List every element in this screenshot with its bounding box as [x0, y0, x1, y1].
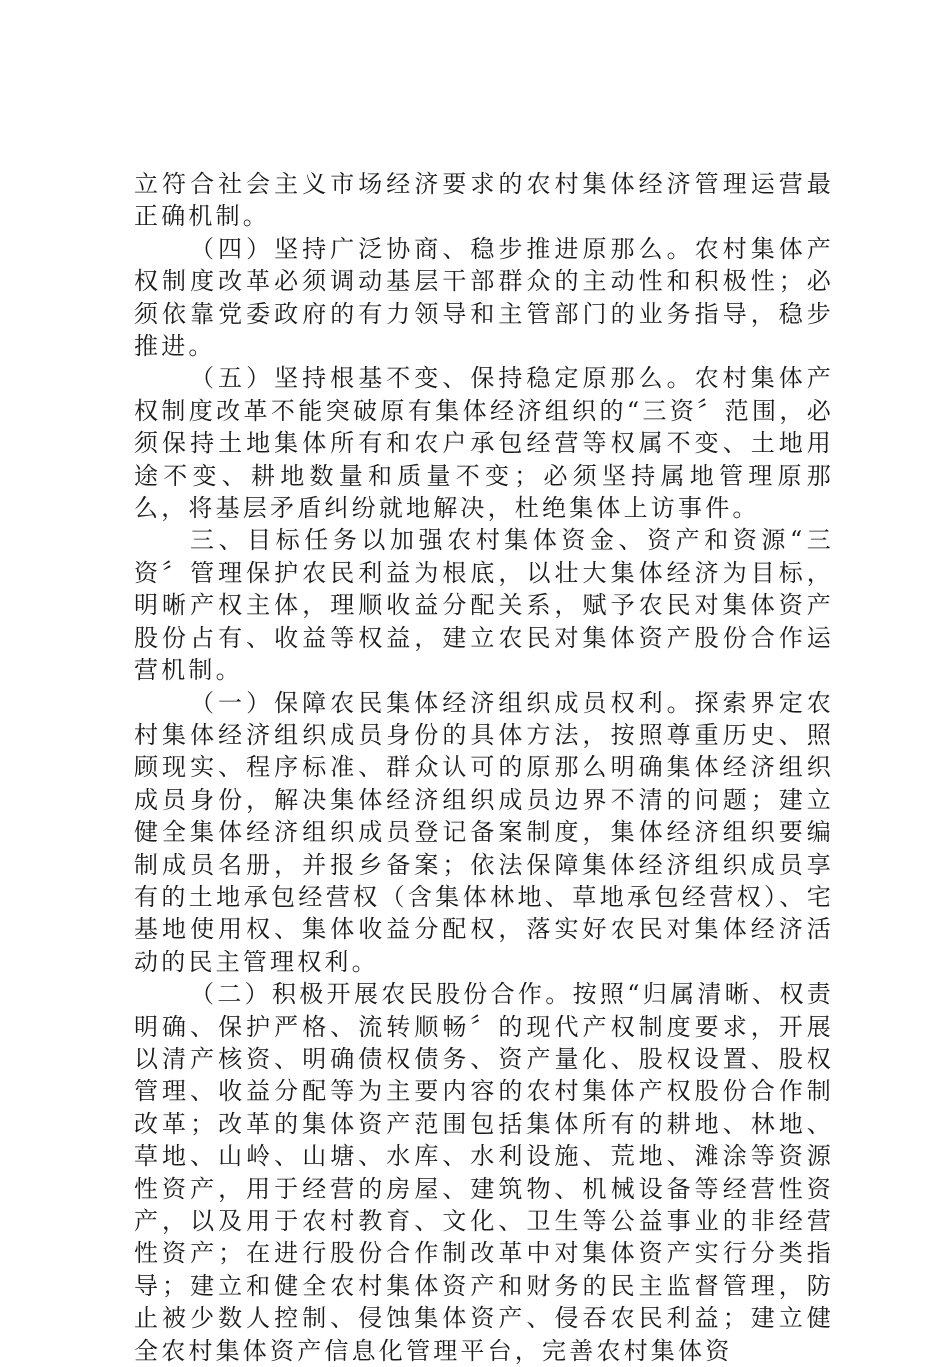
paragraph-section-3-goals: 三、目标任务以加强农村集体资金、资产和资源“三资〞管理保护农民利益为根底，以壮大集体经济为目标，明晰产权主体，理顺收益分配关系，赋予农民对集体资产股份占有、收益等权益，建立农民对集体资产股份合作运营机制。: [134, 526, 834, 685]
paragraph-principle-5: （五）坚持根基不变、保持稳定原那么。农村集体产权制度改革不能突破原有集体经济组织的“三资〞范围，必须保持土地集体所有和农户承包经营等权属不变、土地用途不变、耕地数量和质量不变；必须坚持属地管理原那么，将基层矛盾纠纷就地解决，杜绝集体上访事件。: [134, 364, 834, 523]
paragraph-task-1: （一）保障农民集体经济组织成员权利。探索界定农村集体经济组织成员身份的具体方法，按照尊重历史、照顾现实、程序标准、群众认可的原那么明确集体经济组织成员身份，解决集体经济组织成员边界不清的问题；建立健全集体经济组织成员登记备案制度，集体经济组织要编制成员名册，并报乡备案；依法保障集体经济组织成员享有的土地承包经营权（含集体林地、草地承包经营权）、宅基地使用权、集体收益分配权，落实好农民对集体经济活动的民主管理权利。: [134, 688, 834, 976]
paragraph-principle-4: （四）坚持广泛协商、稳步推进原那么。农村集体产权制度改革必须调动基层干部群众的主动性和积极性；必须依靠党委政府的有力领导和主管部门的业务指导，稳步推进。: [134, 234, 834, 361]
paragraph-task-2: （二）积极开展农民股份合作。按照“归属清晰、权责明确、保护严格、流转顺畅〞的现代产权制度要求，开展以清产核资、明确债权债务、资产量化、股权设置、股权管理、收益分配等为主要内容的农村集体产权股份合作制改革；改革的集体资产范围包括集体所有的耕地、林地、草地、山岭、山塘、水库、水利设施、荒地、滩涂等资源性资产，用于经营的房屋、建筑物、机械设备等经营性资产，以及用于农村教育、文化、卫生等公益事业的非经营性资产；在进行股份合作制改革中对集体资产实行分类指导；建立和健全农村集体资产和财务的民主监督管理，防止被少数人控制、侵蚀集体资产、侵吞农民利益；建立健全农村集体资产信息化管理平台，完善农村集体资: [134, 980, 834, 1365]
paragraph-continuation: 立符合社会主义市场经济要求的农村集体经济管理运营最正确机制。: [134, 170, 834, 231]
document-body: [134, 168, 834, 1367]
